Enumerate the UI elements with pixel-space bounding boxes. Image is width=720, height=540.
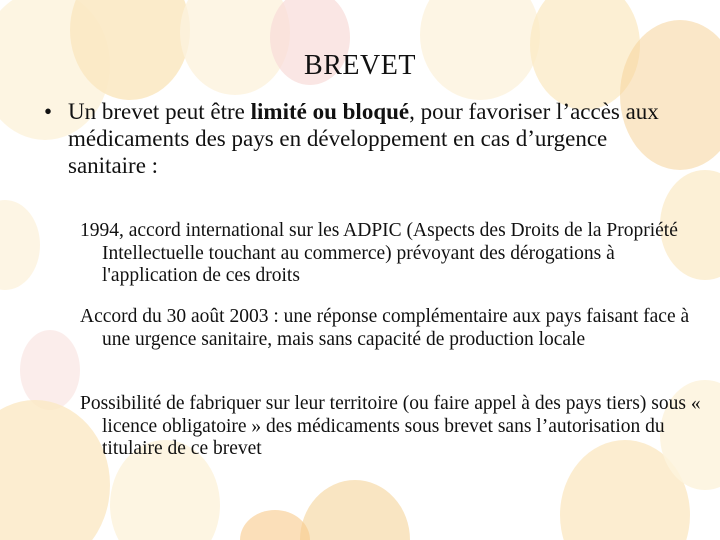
- slide-title: BREVET: [304, 50, 416, 81]
- bullet-text-start: Un brevet peut être: [68, 99, 251, 124]
- sub-point-adpic: 1994, accord international sur les ADPIC (Aspects des Droits de la Propriété Intellectuelle touchant au commerce) prévoyant des dérogations à l'application de ces droits: [80, 220, 678, 286]
- bullet-text-end: , pour favoriser l’accès aux médicaments des pays en développement en cas d’urgence sanitaire :: [68, 99, 659, 178]
- bullet-text-emphasis: limité ou bloqué: [250, 99, 410, 124]
- main-bullet-text: [44, 98, 684, 179]
- bullet-marker: •: [44, 99, 53, 124]
- balloon-decoration: [0, 200, 40, 290]
- sub-point-licence-obligatoire: Possibilité de fabriquer sur leur territoire (ou faire appel à des pays tiers) sous « licence obligatoire » des médicaments sous brevet sans l’autorisation du titulaire de ce brevet: [80, 393, 701, 459]
- balloon-decoration: [240, 510, 310, 540]
- balloon-decoration: [20, 330, 80, 410]
- sub-point-accord-2003: Accord du 30 août 2003 : une réponse complémentaire aux pays faisant face à une urgence sanitaire, mais sans capacité de production locale: [80, 306, 690, 350]
- main-bullet: [44, 98, 684, 179]
- balloon-decoration: [300, 480, 410, 540]
